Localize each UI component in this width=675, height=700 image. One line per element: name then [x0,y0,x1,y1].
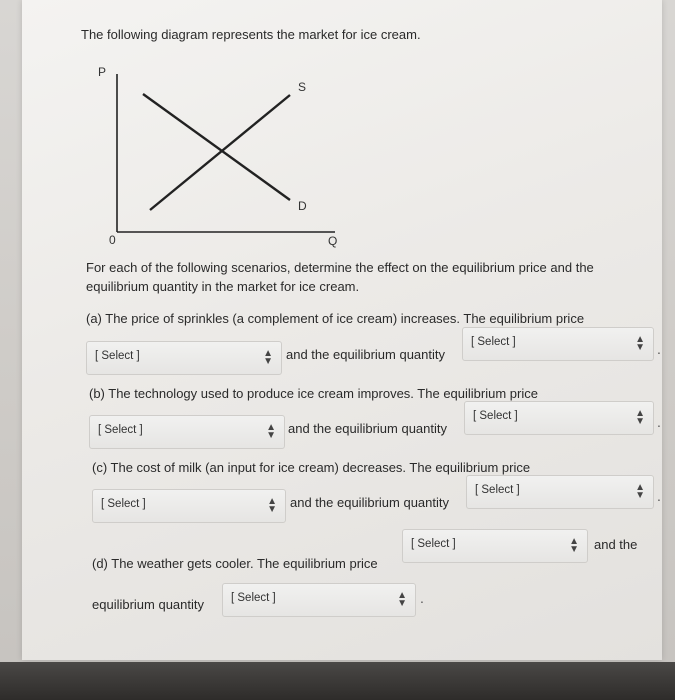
demand-label: D [298,199,307,213]
price-axis-label: P [98,65,107,79]
instructions-text: For each of the following scenarios, determine the effect on the equilibrium price and the equilibrium quantity in the market for ice cream. [86,260,594,294]
select-placeholder: [ Select ] [95,350,140,362]
question-b-price-select[interactable] [89,415,285,449]
updown-arrows-icon: ▲ ▼ [635,482,645,501]
question-d-price-select[interactable] [402,529,588,563]
period-text: . [657,488,661,504]
updown-arrows-icon: ▲ ▼ [569,536,579,555]
question-d-quantity-select[interactable] [222,583,416,617]
question-c-text: (c) The cost of milk (an input for ice cream) decreases. The equilibrium price [92,460,531,475]
select-placeholder: [ Select ] [475,484,520,496]
select-placeholder: [ Select ] [231,592,276,604]
question-a-price-select[interactable] [86,341,282,375]
select-placeholder: [ Select ] [411,538,456,550]
question-d-after-text: and the [594,537,638,552]
question-a-mid-text: and the equilibrium quantity [286,347,445,362]
intro-text: The following diagram represents the market for ice cream. [81,27,421,42]
select-placeholder: [ Select ] [98,424,143,436]
question-b-text: (b) The technology used to produce ice cream improves. The equilibrium price [89,386,538,401]
select-placeholder: [ Select ] [471,336,516,348]
question-b-quantity-select[interactable] [464,401,654,435]
question-d-line2-text: equilibrium quantity [92,597,205,612]
supply-label: S [298,80,307,94]
supply-curve [150,95,290,210]
select-placeholder: [ Select ] [473,410,518,422]
demand-curve [143,94,290,200]
supply-demand-diagram [95,60,355,250]
question-c-mid-text: and the equilibrium quantity [290,495,449,510]
question-b-mid-text: and the equilibrium quantity [288,421,447,436]
diagram-svg [95,60,355,250]
question-a-quantity-select[interactable] [462,327,654,361]
question-c-quantity-select[interactable] [466,475,654,509]
updown-arrows-icon: ▲ ▼ [266,422,276,441]
origin-label: 0 [109,233,116,247]
updown-arrows-icon: ▲ ▼ [635,408,645,427]
period-text: . [420,590,424,606]
period-text: . [657,341,661,357]
question-c-price-select[interactable] [92,489,286,523]
updown-arrows-icon: ▲ ▼ [397,590,407,609]
question-a-text: (a) The price of sprinkles (a complement of ice cream) increases. The equilibrium price [86,311,585,326]
period-text: . [657,414,661,430]
question-d-text: (d) The weather gets cooler. The equilibrium price [92,556,378,571]
updown-arrows-icon: ▲ ▼ [263,348,273,367]
select-placeholder: [ Select ] [101,498,146,510]
quantity-axis-label: Q [328,234,338,248]
updown-arrows-icon: ▲ ▼ [267,496,277,515]
window-bottom-bar [0,662,675,700]
updown-arrows-icon: ▲ ▼ [635,334,645,353]
